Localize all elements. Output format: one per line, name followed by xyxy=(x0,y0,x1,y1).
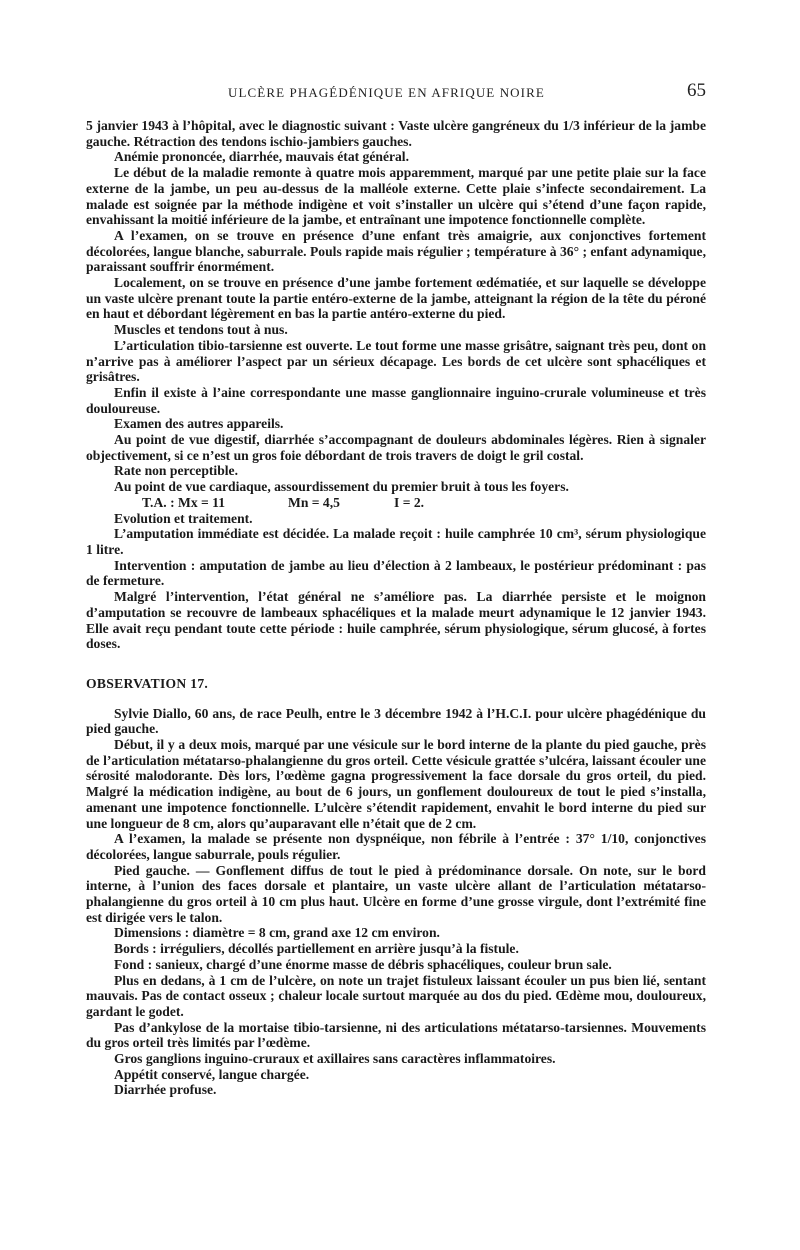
paragraph: Localement, on se trouve en présence d’une jambe fortement œdématiée, et sur laquelle se développe un vaste ulcère prenant toute la partie entéro-externe de la jambe, atteignant la région de la tête du péroné en haut et débordant légèrement en bas la partie antéro-externe du pied. xyxy=(86,275,706,322)
paragraph: A l’examen, la malade se présente non dyspnéique, non fébrile à l’entrée : 37° 1/10, conjonctives décolorées, langue saburrale, pouls régulier. xyxy=(86,831,706,862)
paragraph: Dimensions : diamètre = 8 cm, grand axe 12 cm environ. xyxy=(114,925,440,941)
ta-index: I = 2. xyxy=(394,494,425,510)
paragraph: Plus en dedans, à 1 cm de l’ulcère, on note un trajet fistuleux laissant écouler un pus bien lié, sentant mauvais. Pas de contact osseux ; chaleur locale surtout marquée au dos du pied. Œdème mou, douloureux, gardant le godet. xyxy=(86,972,706,1019)
page-number: 65 xyxy=(687,80,706,101)
page-header xyxy=(86,80,706,106)
paragraph: Gros ganglions inguino-cruraux et axillaires sans caractères inflammatoires. xyxy=(114,1051,556,1067)
paragraph: Sylvie Diallo, 60 ans, de race Peulh, entre le 3 décembre 1942 à l’H.C.I. pour ulcère phagédénique du pied gauche. xyxy=(86,705,706,737)
paragraph: L’amputation immédiate est décidée. La malade reçoit : huile camphrée 10 cm³, sérum physiologique 1 litre. xyxy=(86,526,706,557)
paragraph: Muscles et tendons tout à nus. xyxy=(114,322,288,338)
paragraph: Diarrhée profuse. xyxy=(114,1082,217,1098)
paragraph: Rate non perceptible. xyxy=(114,463,238,479)
paragraph: Examen des autres appareils. xyxy=(114,416,284,432)
paragraph: Malgré l’intervention, l’état général ne s’améliore pas. La diarrhée persiste et le moignon d’amputation se recouvre de lambeaux sphacéliques et la malade meurt adynamique le 12 janvier 1943. Elle avait reçu pendant toute cette période : huile camphrée, sérum physiologique, sérum glucosé, à fortes doses. xyxy=(86,589,706,652)
paragraph: Au point de vue cardiaque, assourdissement du premier bruit à tous les foyers. xyxy=(114,479,569,495)
paragraph: Appétit conservé, langue chargée. xyxy=(114,1066,310,1082)
paragraph: A l’examen, on se trouve en présence d’une enfant très amaigrie, aux conjonctives fortement décolorées, langue blanche, saburrale. Pouls rapide mais régulier ; température à 36° ; enfant adynamique, paraissant souffrir énormément. xyxy=(86,227,706,275)
paragraph: Début, il y a deux mois, marqué par une vésicule sur le bord interne de la plante du pied gauche, près de l’articulation métatarso-phalangienne du gros orteil. Cette vésicule grattée s’ulcéra, laissant écouler une sérosité malodorante. Dès lors, l’œdème gagna progressivement la face dorsale du gros orteil, du pied. Malgré la médication indigène, au bout de 6 jours, un gonflement douloureux de tout le pied s’installa, amenant une impotence fonctionnelle. L’ulcère s’étendit rapidement, envahit le bord interne du pied sur une longueur de 8 cm, alors qu’auparavant elle n’était que de 2 cm. xyxy=(86,737,706,831)
paragraph: L’articulation tibio-tarsienne est ouverte. Le tout forme une masse grisâtre, saignant très peu, dont on n’arrive pas à améliorer l’aspect par un sérieux décapage. Les bords de cet ulcère sont sphacéliques et grisâtres. xyxy=(86,337,706,385)
paragraph: Pied gauche. — Gonflement diffus de tout le pied à prédominance dorsale. On note, sur le bord interne, à l’union des faces dorsale et plantaire, un vaste ulcère allant de l’articulation métatarso-phalangienne du gros orteil à 10 cm plus haut. Ulcère en forme d’une grosse virgule, dont l’extrémité fine est dirigée vers le talon. xyxy=(86,862,706,925)
blood-pressure-line xyxy=(86,495,706,511)
paragraph: Fond : sanieux, chargé d’une énorme masse de débris sphacéliques, couleur brun sale. xyxy=(114,956,612,972)
paragraph: 5 janvier 1943 à l’hôpital, avec le diagnostic suivant : Vaste ulcère gangréneux du 1/3 inférieur de la jambe gauche. Rétraction des tendons ischio-jambiers gauches. xyxy=(86,118,706,149)
ta-mx: T.A. : Mx = 11 xyxy=(142,494,226,510)
running-title: ULCÈRE PHAGÉDÉNIQUE EN AFRIQUE NOIRE xyxy=(228,85,545,100)
paragraph: Bords : irréguliers, décollés partiellement en arrière jusqu’à la fistule. xyxy=(114,941,519,957)
paragraph: Intervention : amputation de jambe au lieu d’élection à 2 lambeaux, le postérieur prédominant : pas de fermeture. xyxy=(86,557,706,589)
ta-mn: Mn = 4,5 xyxy=(288,494,340,510)
paragraph: Le début de la maladie remonte à quatre mois apparemment, marqué par une petite plaie sur la face externe de la jambe, un peu au-dessus de la malléole externe. Cette plaie s’infecte secondairement. La malade est soignée par la méthode indigène et voit s’installer un ulcère qui s’étend d’une façon rapide, envahissant la moitié inférieure de la jambe, et entraînant une impotence fonctionnelle complète. xyxy=(86,165,706,228)
paragraph: Au point de vue digestif, diarrhée s’accompagnant de douleurs abdominales légères. Rien à signaler objectivement, si ce n’est un gros foie débordant de trois travers de doigt le gril costal. xyxy=(86,432,706,463)
paragraph: Enfin il existe à l’aine correspondante une masse ganglionnaire inguino-crurale volumineuse et très douloureuse. xyxy=(86,384,706,416)
observation-heading: OBSERVATION 17. xyxy=(86,675,209,691)
paragraph: Pas d’ankylose de la mortaise tibio-tarsienne, ni des articulations métatarso-tarsiennes. Mouvements du gros orteil très limités par l’œdème. xyxy=(86,1019,706,1051)
paragraph: Evolution et traitement. xyxy=(114,510,253,526)
paragraph: Anémie prononcée, diarrhée, mauvais état général. xyxy=(114,149,409,165)
body-text xyxy=(86,118,706,1098)
